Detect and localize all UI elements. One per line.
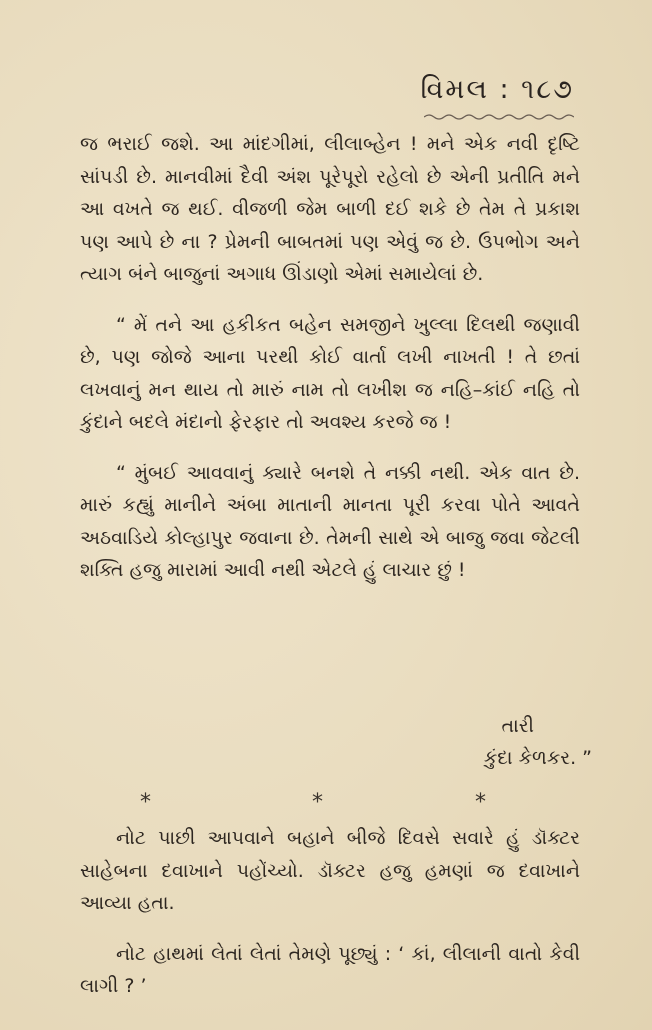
running-title: વિમલ : ૧૮૭ — [420, 74, 574, 105]
main-text — [80, 128, 580, 587]
separator-star: * — [475, 790, 486, 815]
page-header — [420, 74, 574, 125]
paragraph-4: નોટ પાછી આપવાને બહાને બીજે દિવસે સવારે હું ડૉક્ટર સાહેબના દવાખાને પહોંચ્યો. ડૉક્ટર હજુ હમણાં જ દવાખાને આવ્યા હતા. — [80, 827, 580, 914]
paragraph-1: જ ભરાઈ જશે. આ માંદગીમાં, લીલાબ્હેન ! મને એક નવી દૃષ્ટિ સાંપડી છે. માનવીમાં દૈવી અંશ પૂરેપૂરો રહેલો છે એની પ્રતીતિ મને આ વખતે જ થઈ. વીજળી જેમ બાળી દઈ શકે છે તેમ તે પ્રકાશ પણ આપે છે ના ? પ્રેમની બાબતમાં પણ એવું જ છે. ઉપભોગ અને ત્યાગ બંને બાજુનાં અગાધ ઊંડાણો એમાં સમાયેલાં છે. — [80, 133, 580, 285]
section-separator — [0, 790, 652, 820]
separator-star: * — [312, 790, 323, 815]
separator-star: * — [140, 790, 151, 815]
signoff-signature: કુંદા કેળકર. ” — [483, 747, 592, 769]
paragraph-5: નોટ હાથમાં લેતાં લેતાં તેમણે પૂછ્યું : ‘ કાં, લીલાની વાતો કેવી લાગી ? ’ — [80, 942, 580, 997]
signoff-line-2 — [0, 742, 592, 774]
paragraph-3: “ મુંબઈ આવવાનું ક્યારે બનશે તે નક્કી નથી. એક વાત છે. મારું કહ્યું માનીને અંબા માતાની માનતા પૂરી કરવા પોતે આવતે અઠવાડિયે કોલ્હાપુર જવાના છે. તેમની સાથે એ બાજુ જવા જેટલી શક્તિ હજુ મારામાં આવી નથી એટલે હું લાચાર છું ! — [80, 461, 580, 581]
signoff-line-1 — [0, 710, 592, 742]
paragraph-2: “ મેં તને આ હકીકત બહેન સમજીને ખુલ્લા દિલથી જણાવી છે, પણ જોજે આના પરથી કોઈ વાર્તા લખી નાખતી ! તે છતાં લખવાનું મન થાય તો મારું નામ તો લખીશ જ નહિ–કાંઈ નહિ તો કુંદાને બદલે મંદાનો ફેરફાર તો અવશ્ય કરજે જ ! — [80, 313, 580, 433]
signoff-closing: તારી — [501, 715, 534, 737]
continued-text — [80, 822, 580, 1003]
header-wavy-underline — [424, 113, 574, 121]
